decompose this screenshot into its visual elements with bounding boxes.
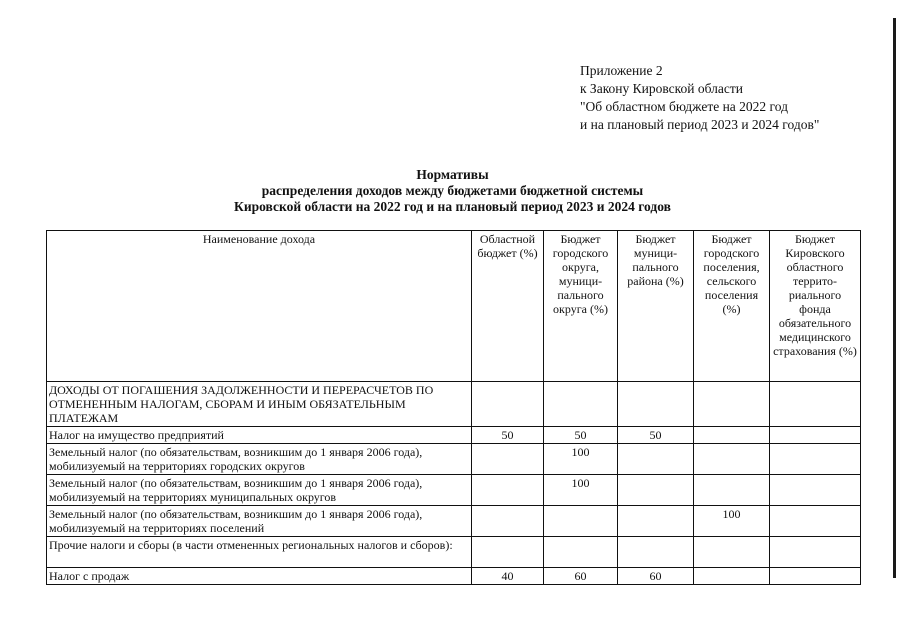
income-name-cell: Земельный налог (по обязательствам, возникшим до 1 января 2006 года), мобилизуемый на территориях городских округов bbox=[47, 444, 472, 475]
table-row bbox=[47, 537, 861, 568]
value-cell bbox=[770, 382, 861, 427]
table-row bbox=[47, 382, 861, 427]
appendix-line: "Об областном бюджете на 2022 год bbox=[580, 99, 788, 114]
title-line: Нормативы bbox=[416, 167, 489, 182]
value-cell bbox=[618, 506, 694, 537]
value-cell bbox=[472, 537, 544, 568]
value-cell bbox=[770, 475, 861, 506]
value-cell bbox=[770, 506, 861, 537]
header-health-insurance-fund-budget: Бюджет Кировского областного террито-риального фонда обязательного медицинского страхования (%) bbox=[770, 231, 861, 382]
value-cell bbox=[472, 506, 544, 537]
value-cell bbox=[618, 444, 694, 475]
value-cell bbox=[472, 475, 544, 506]
value-cell: 100 bbox=[544, 444, 618, 475]
value-cell: 50 bbox=[544, 427, 618, 444]
header-city-district-budget: Бюджет городского округа, муници-пального округа (%) bbox=[544, 231, 618, 382]
value-cell bbox=[770, 568, 861, 585]
appendix-line: к Закону Кировской области bbox=[580, 81, 744, 96]
value-cell: 50 bbox=[472, 427, 544, 444]
value-cell bbox=[618, 475, 694, 506]
value-cell bbox=[544, 506, 618, 537]
header-settlement-budget: Бюджет городского поселения, сельского поселения (%) bbox=[694, 231, 770, 382]
value-cell: 40 bbox=[472, 568, 544, 585]
title-line: Кировской области на 2022 год и на плановый период 2023 и 2024 годов bbox=[234, 199, 671, 214]
header-regional-budget: Областной бюджет (%) bbox=[472, 231, 544, 382]
value-cell: 60 bbox=[544, 568, 618, 585]
appendix-line: и на плановый период 2023 и 2024 годов" bbox=[580, 117, 820, 132]
header-income-name: Наименование дохода bbox=[47, 231, 472, 382]
table-row bbox=[47, 427, 861, 444]
value-cell bbox=[618, 382, 694, 427]
value-cell bbox=[694, 568, 770, 585]
value-cell bbox=[770, 537, 861, 568]
value-cell bbox=[618, 537, 694, 568]
table-row bbox=[47, 444, 861, 475]
income-name-cell: Земельный налог (по обязательствам, возникшим до 1 января 2006 года), мобилизуемый на территориях муниципальных округов bbox=[47, 475, 472, 506]
value-cell bbox=[544, 537, 618, 568]
value-cell: 100 bbox=[544, 475, 618, 506]
scan-edge-border bbox=[893, 18, 896, 578]
income-name-cell: Прочие налоги и сборы (в части отмененных региональных налогов и сборов): bbox=[47, 537, 472, 568]
value-cell bbox=[694, 475, 770, 506]
value-cell bbox=[694, 537, 770, 568]
value-cell: 50 bbox=[618, 427, 694, 444]
appendix-header bbox=[580, 62, 819, 134]
title-line: распределения доходов между бюджетами бюджетной системы bbox=[261, 183, 644, 198]
income-name-cell: Налог на имущество предприятий bbox=[47, 427, 472, 444]
table-row bbox=[47, 475, 861, 506]
table-row bbox=[47, 568, 861, 585]
value-cell: 60 bbox=[618, 568, 694, 585]
norms-table bbox=[46, 230, 861, 585]
appendix-line: Приложение 2 bbox=[580, 63, 663, 78]
value-cell: 100 bbox=[694, 506, 770, 537]
value-cell bbox=[770, 427, 861, 444]
table-header-row bbox=[47, 231, 861, 382]
document-title bbox=[0, 167, 905, 215]
value-cell bbox=[694, 382, 770, 427]
table-row bbox=[47, 506, 861, 537]
value-cell bbox=[770, 444, 861, 475]
value-cell bbox=[472, 382, 544, 427]
income-name-cell: Земельный налог (по обязательствам, возникшим до 1 января 2006 года), мобилизуемый на территориях поселений bbox=[47, 506, 472, 537]
income-name-cell: Налог с продаж bbox=[47, 568, 472, 585]
value-cell bbox=[544, 382, 618, 427]
income-name-cell: ДОХОДЫ ОТ ПОГАШЕНИЯ ЗАДОЛЖЕННОСТИ И ПЕРЕРАСЧЕТОВ ПО ОТМЕНЕННЫМ НАЛОГАМ, СБОРАМ И ИНЫМ ОБЯЗАТЕЛЬНЫМ ПЛАТЕЖАМ bbox=[47, 382, 472, 427]
header-municipal-district-budget: Бюджет муници-пального района (%) bbox=[618, 231, 694, 382]
value-cell bbox=[694, 427, 770, 444]
value-cell bbox=[472, 444, 544, 475]
value-cell bbox=[694, 444, 770, 475]
